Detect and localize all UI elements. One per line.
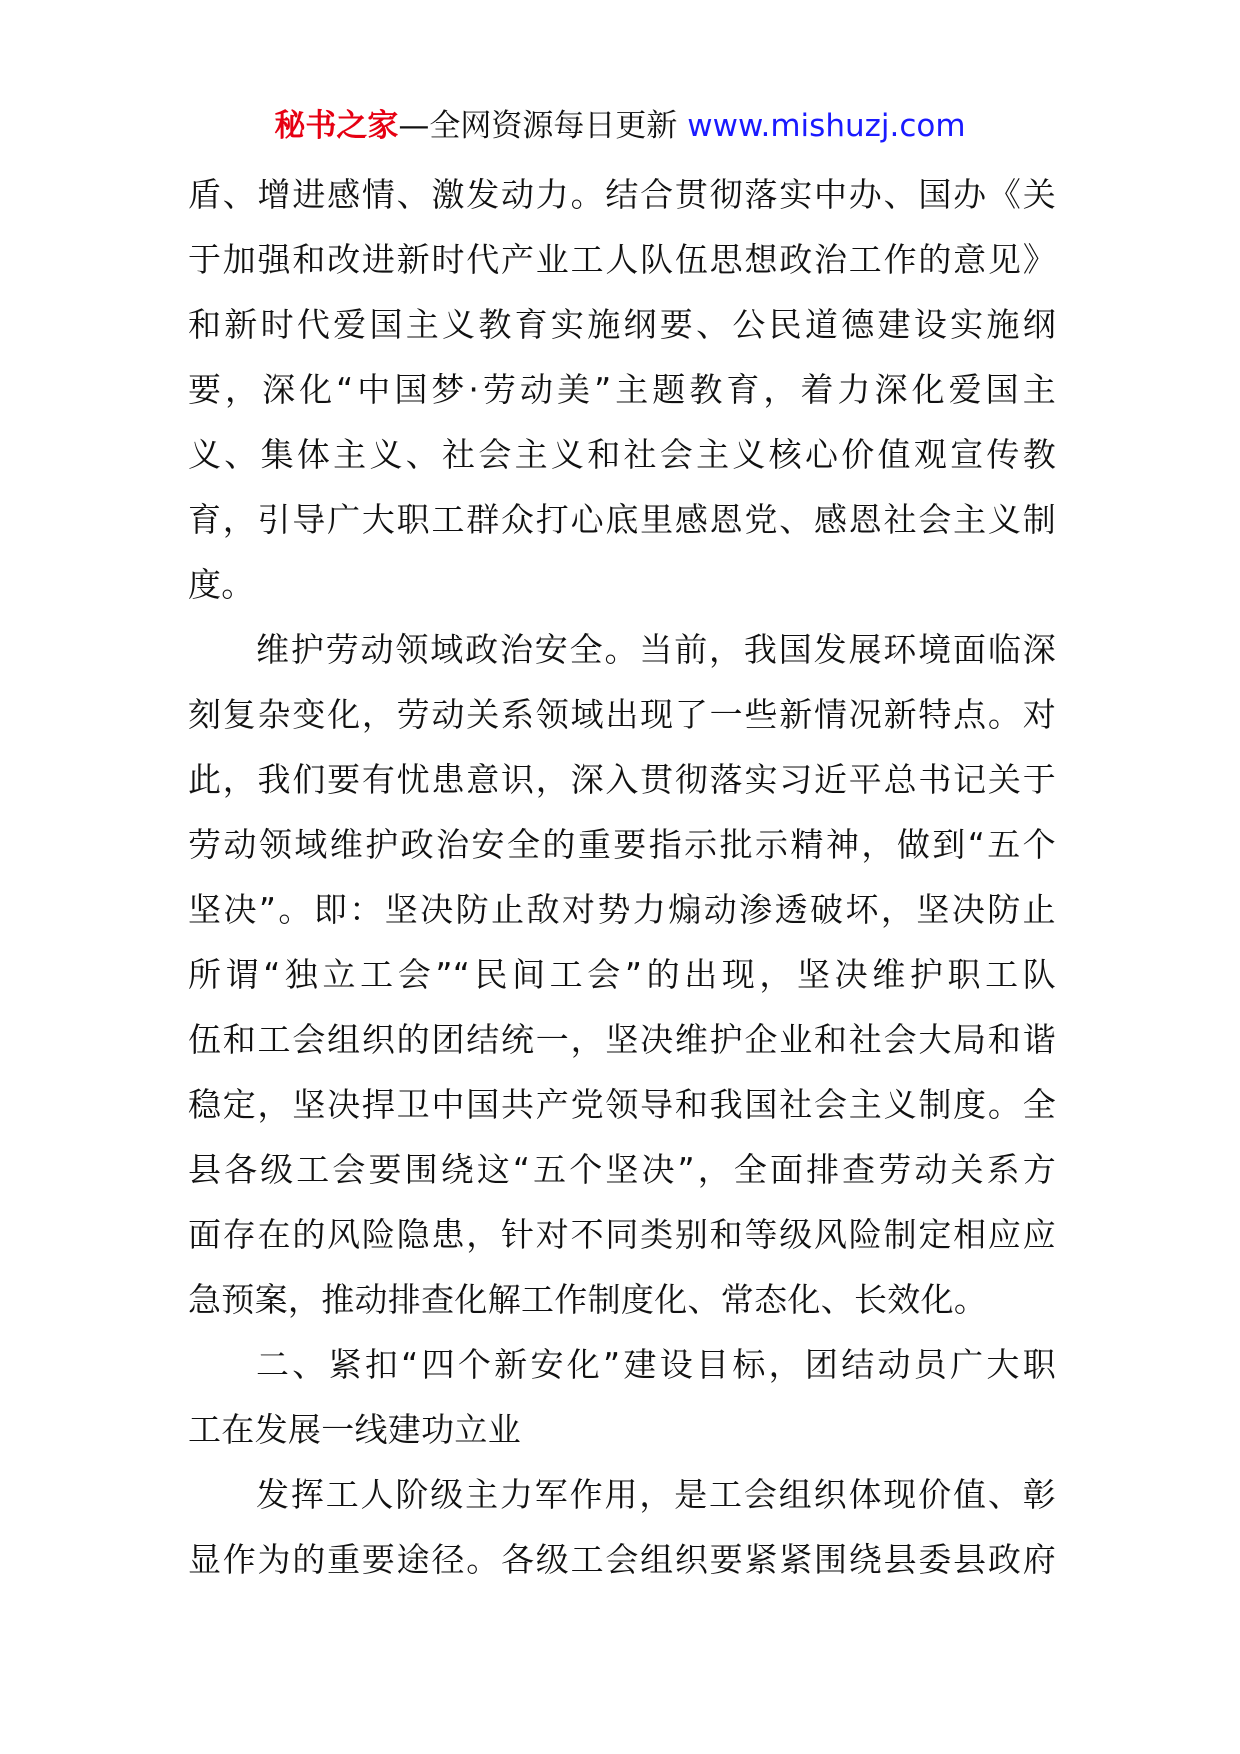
text-line: 劳动领域维护政治安全的重要指示批示精神，做到“五个 (188, 825, 1056, 864)
site-slogan: —全网资源每日更新 (398, 108, 678, 144)
text-line: 盾、增进感情、激发动力。结合贯彻落实中办、国办《关 (188, 175, 1056, 214)
paragraph-start-line: 维护劳动领域政治安全。当前，我国发展环境面临深 (256, 630, 1056, 669)
text-line: 义、集体主义、社会主义和社会主义核心价值观宣传教 (188, 435, 1056, 474)
section-heading-line: 二、紧扣“四个新安化”建设目标，团结动员广大职 (256, 1345, 1056, 1384)
text-line: 伍和工会组织的团结统一，坚决维护企业和社会大局和谐 (188, 1020, 1056, 1059)
document-body (188, 162, 1056, 1592)
text-line: 稳定，坚决捍卫中国共产党领导和我国社会主义制度。全 (188, 1085, 1056, 1124)
section-heading-line: 工在发展一线建功立业 (188, 1410, 521, 1449)
text-line: 此，我们要有忧患意识，深入贯彻落实习近平总书记关于 (188, 760, 1056, 799)
text-line: 急预案，推动排查化解工作制度化、常态化、长效化。 (188, 1280, 988, 1319)
text-line: 坚决”。即：坚决防止敌对势力煽动渗透破坏，坚决防止 (188, 890, 1056, 929)
text-line: 要，深化“中国梦·劳动美”主题教育，着力深化爱国主 (188, 370, 1056, 409)
text-line: 刻复杂变化，劳动关系领域出现了一些新情况新特点。对 (188, 695, 1056, 734)
text-line: 度。 (188, 565, 255, 604)
text-line: 于加强和改进新时代产业工人队伍思想政治工作的意见》 (188, 240, 1056, 279)
text-line: 和新时代爱国主义教育实施纲要、公民道德建设实施纲 (188, 305, 1056, 344)
text-line: 育，引导广大职工群众打心底里感恩党、感恩社会主义制 (188, 500, 1056, 539)
site-header (0, 98, 1240, 154)
paragraph-start-line: 发挥工人阶级主力军作用，是工会组织体现价值、彰 (256, 1475, 1056, 1514)
text-line: 所谓“独立工会”“民间工会”的出现，坚决维护职工队 (188, 955, 1056, 994)
site-url-link[interactable]: www.mishuzj.com (687, 108, 966, 144)
site-brand: 秘书之家 (274, 108, 399, 144)
text-line: 面存在的风险隐患，针对不同类别和等级风险制定相应应 (188, 1215, 1056, 1254)
text-line: 显作为的重要途径。各级工会组织要紧紧围绕县委县政府 (188, 1540, 1056, 1579)
text-line: 县各级工会要围绕这“五个坚决”，全面排查劳动关系方 (188, 1150, 1056, 1189)
